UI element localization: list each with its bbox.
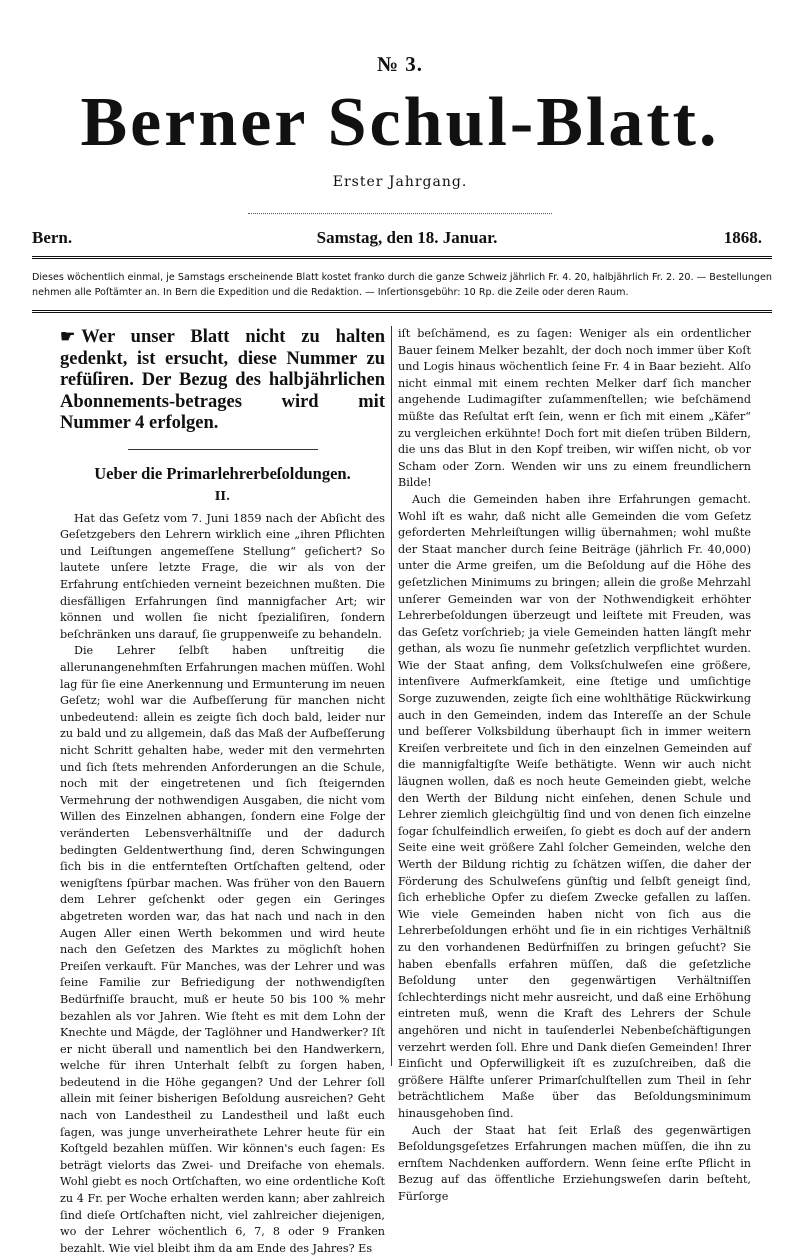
pointing-hand-icon: ☛ — [60, 327, 76, 346]
issue-number: № 3. — [376, 52, 424, 76]
dateline-date: Samstag, den 18. Januar. — [316, 228, 498, 247]
left-column — [60, 326, 385, 1257]
article-paragraph: Auch der Staat hat ſeit Erlaß des gegenwärtigen Beſoldungsgeſetzes Erfahrungen machen müſſen, die ihn zu ernſtem Nachdenken auffordern. Wenn ſeine erſte Pflicht in Bezug auf das öffentliche Erziehungsweſen darin beſteht, Fürſorge — [398, 1123, 751, 1203]
article-paragraph: Hat das Geſetz vom 7. Juni 1859 nach der Abſicht des Geſetzgebers den Lehrern wirklich eine „ihren Pflichten und Leiſtungen angemeſſene Stellung“ geſichert? So lautete unſere letzte Frage, die wir als von der Erfahrung entſchieden verneint bezeichnen mußten. Die diesfälligen Erfahrungen ſind mannigfacher Art; wir können und wollen ſie nicht ſpezialiſiren, ſondern beſchränken uns darauf, ſie gruppenweiſe zu behandeln. — [60, 511, 385, 641]
column-divider — [391, 326, 392, 1066]
section-rule — [128, 449, 318, 450]
masthead-subtitle: Erster Jahrgang. — [332, 174, 468, 190]
announcement — [60, 326, 385, 435]
masthead-title: Berner Schul-Blatt. — [80, 84, 720, 161]
announcement-text: Wer unser Blatt nicht zu halten gedenkt, ist ersucht, diese Nummer zu refüſiren. Der Bezug des halbjährlichen Abonnements-betrages wird mit Nummer 4 erfolgen. — [60, 327, 385, 433]
article-paragraph: Auch die Gemeinden haben ihre Erfahrungen gemacht. Wohl iſt es wahr, daß nicht alle Gemeinden die vom Geſetz geforderten Mehrleiſtungen willig übernahmen; wohl mußte der Staat mancher durch ſeine Beiträge (jährlich Fr. 40,000) unter die Arme greifen, um die Beſoldung auf die Höhe des geſetzlichen Minimums zu bringen; allein die große Mehrzahl unſerer Gemeinden war von der Nothwendigkeit erhöhter Lehrerbeſoldungen überzeugt und leiſtete mit Freuden, was das Geſetz vorſchrieb; ja viele Gemeinden hatten längſt mehr gethan, als wozu ſie nunmehr geſetzlich verpflichtet wurden. Wie der Staat anfing, dem Volksſchulweſen eine größere, intenſivere Aufmerkſamkeit, eine ſtetige und umſichtige Sorge zuzuwenden, zeigte ſich eine wohlthätige Rückwirkung auch in den Gemeinden, indem das Intereſſe an der Schule und beſſerer Volksbildung überhaupt ſich in immer weitern Kreiſen verbreitete und ſich in den einzelnen Gemeinden auf die mannigfaltigſte Weiſe bethätigte. Wenn wir auch nicht läugnen wollen, daß es noch heute Gemeinden giebt, welche den Werth der Bildung nicht einſehen, denen Schule und Lehrer ziemlich gleichgültig ſind und von denen ſich einzelne ſogar ſchulfeindlich erweiſen, ſo giebt es doch auf der andern Seite eine weit größere Zahl ſolcher Gemeinden, welche den Werth der Bildung richtig zu ſchätzen wiſſen, die daher der Förderung des Schulweſens günſtig und ſelbſt geneigt ſind, ſich erhebliche Opfer zu dieſem Zwecke gefallen zu laſſen. Wie viele Gemeinden haben nicht von ſich aus die Lehrerbeſoldungen erhöht und ſie in ein richtiges Verhältniß zu den vorhandenen Bedürfniſſen zu bringen geſucht? Sie haben ebenfalls erfahren müſſen, daß die geſetzliche Beſoldung unter den gegenwärtigen Verhältniſſen ſchlechterdings nicht mehr ausreicht, und daß eine Erhöhung eintreten muß, wenn die Kraft des Lehrers der Schule angehören und nicht in tauſenderlei Nebenbeſchäftigungen verzehrt werden ſoll. Ehre und Dank dieſen Gemeinden! Ihrer Einſicht und Opferwilligkeit iſt es zuzuſchreiben, daß die größere Hälfte unſerer Primarſchulſtellen zum Theil in ſehr beträchtlichem Maße über das Beſoldungsminimum hinausgehoben ſind. — [398, 492, 751, 1120]
dateline — [32, 228, 762, 252]
article-part: II. — [214, 489, 231, 504]
article-title: Ueber die Primarlehrerbeſoldungen. — [94, 463, 351, 483]
notice-double-rule — [32, 310, 772, 313]
subscription-notice: Dieses wöchentlich einmal, je Samstags erscheinende Blatt kostet franko durch die ganze Schweiz jährlich Fr. 4. 20, halbjährlich Fr. 2. 20. — Bestellungen nehmen alle Poſtämter an. In Bern die Expedition und die Redaktion. — Inſertionsgebühr: 10 Rp. die Zeile oder deren Raum. — [32, 272, 772, 298]
dateline-place: Bern. — [32, 228, 73, 247]
right-column — [398, 326, 751, 1205]
top-double-rule — [32, 256, 772, 259]
dateline-year: 1868. — [723, 228, 762, 247]
article-paragraph: Die Lehrer ſelbſt haben unſtreitig die allerunangenehmſten Erfahrungen machen müſſen. Wohl lag für ſie eine Anerkennung und Ermunterung im neuen Geſetz; wohl war die Aufbeſſerung für manchen nicht unbedeutend: allein es zeigte ſich doch bald, leider nur zu bald und zu allgemein, daß das Maß der Aufbeſſerung nicht Schritt gehalten habe, weder mit den vermehrten und ſich ſtets mehrenden Anforderungen an die Schule, noch mit der eingetretenen und ſich ſteigernden Vermehrung der nothwendigen Ausgaben, die nicht vom Willen des Einzelnen abhangen, ſondern eine Folge der veränderten Lebensverhältniſſe und der dadurch bedingten Geldentwerthung ſind, deren Schwingungen ſich bis in die entfernteſten Ortſchaften geltend, oder wenigſtens ſpürbar machen. Was früher von den Bauern dem Lehrer geſchenkt oder gegen ein Geringes abgetreten worden war, das hat nach und nach in den Augen Aller einen Werth bekommen und wird heute nach den Geſetzen des Marktes zu möglichſt hohen Preiſen verkauft. Für Manches, was der Lehrer und was ſeine Familie zur Befriedigung der nothwendigſten Bedürfniſſe braucht, muß er heute 50 bis 100 % mehr bezahlen als vor Jahren. Wie ſteht es mit dem Lohn der Knechte und Mägde, der Taglöhner und Handwerker? Iſt er nicht überall und namentlich bei den Handwerkern, welche für ihren Unterhalt ſelbſt zu ſorgen haben, bedeutend in die Höhe gegangen? Und der Lehrer ſoll allein mit ſeiner bisherigen Beſoldung ausreichen? Geht nach von Landestheil zu Landestheil und laßt euch ſagen, was junge unverheirathete Lehrer heute für ein Koſtgeld bezahlen müſſen. Wir können's euch ſagen: Es beträgt vielorts das Zwei- und Dreifache von ehemals. Wohl giebt es noch Ortſchaften, wo eine ordentliche Koſt zu 4 Fr. per Woche erhalten werden kann; aber zahlreich ſind dieſe Ortſchaften nicht, viel zahlreicher diejenigen, wo der Lehrer wöchentlich 6, 7, 8 oder 9 Franken bezahlt. Wie viel bleibt ihm da am Ende des Jahres? Es — [60, 644, 385, 1255]
masthead-divider — [248, 213, 552, 214]
article-paragraph: iſt beſchämend, es zu ſagen: Weniger als ein ordentlicher Bauer ſeinem Melker bezahlt, der doch noch immer über Koſt und Logis hinaus wöchentlich ſeine Fr. 4 in Baar bezieht. Alſo nicht einmal mit einem rechten Melker darf ſich mancher angehende Ludimagiſter zuſammenſtellen; wie beſchämend müßte das Reſultat erſt ſein, wenn er ſich mit einem „Käfer“ zu vergleichen erkühnte! Doch fort mit dieſen trüben Bildern, die uns das Blut in den Kopf treiben, wir wiſſen nicht, ob vor Scham oder Zorn. Wenden wir uns zu einem freundlichern Bilde! — [398, 327, 751, 490]
